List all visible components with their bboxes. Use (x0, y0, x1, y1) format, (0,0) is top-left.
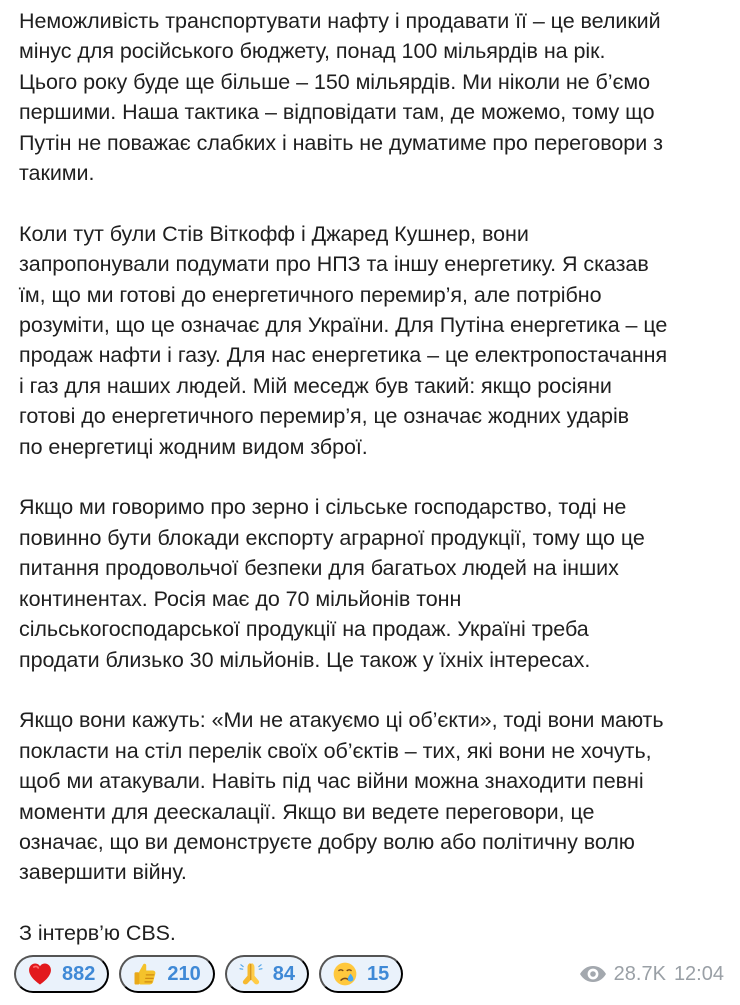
praying-hands-icon (237, 960, 265, 988)
message-text (19, 6, 726, 949)
message-metadata (578, 963, 724, 986)
message-paragraph-deescalation: Якщо вони кажуть: «Ми не атакуємо ці об’єкти», тоді вони мають покласти на стіл перелік своїх об’єктів – тих, які вони не хочуть, щоб ми атакували. Навіть під час війни можна знаходити певні моменти для деескалації. Якщо ви ведете переговори, це означає, що ви демонструєте добру волю або політичну волю завершити війну. (19, 708, 664, 885)
reactions-bar (14, 955, 403, 993)
message-paragraph-oil-budget: Неможливість транспортувати нафту і продавати її – це великий мінус для російського бюджету, понад 100 мільярдів на рік. Цього року буде ще більше – 150 мільярдів. Ми ніколи не б’ємо першими. Наша тактика – відповідати там, де можемо, тому що Путін не поважає слабких і навіть не думатиме про переговори з такими. (19, 9, 663, 186)
views-counter (578, 963, 666, 986)
heart-icon (26, 960, 54, 988)
message-source: З інтерв’ю CBS. (19, 921, 176, 946)
thumbs-up-icon (131, 960, 159, 988)
views-count: 28.7K (613, 962, 666, 985)
message-paragraph-grain-exports: Якщо ми говоримо про зерно і сільське господарство, тоді не повинно бути блокади експорту аграрної продукції, тому що це питання продовольчої безпеки для багатьох людей на інших континентах. Росія має до 70 мільйонів тонн сільськогосподарської продукції на продаж. Україні треба продати близько 30 мільйонів. Це також у їхніх інтересах. (19, 495, 645, 672)
message-paragraph-energy-ceasefire: Коли тут були Стів Віткофф і Джаред Кушнер, вони запропонували подумати про НПЗ та іншу енергетику. Я сказав їм, що ми готові до енергетичного перемир’я, але потрібно розуміти, що це означає для України. Для Путіна енергетика – це продаж нафти і газу. Для нас енергетика – це електропостачання і газ для наших людей. Мій меседж був такий: якщо росіяни готові до енергетичного перемир’я, це означає жодних ударів по енергетиці жодним видом зброї. (19, 221, 668, 459)
reaction-praying-hands-button[interactable] (225, 955, 309, 993)
reaction-heart-button[interactable] (14, 955, 109, 993)
crying-face-icon (331, 960, 359, 988)
message-footer (14, 953, 726, 995)
reaction-crying-face-button[interactable] (319, 955, 403, 993)
reaction-heart-count: 882 (62, 963, 96, 985)
reaction-thumbs-up-count: 210 (167, 963, 201, 985)
reaction-crying-face-count: 15 (367, 963, 390, 985)
reaction-praying-hands-count: 84 (272, 963, 295, 985)
reaction-thumbs-up-button[interactable] (119, 955, 214, 993)
message-time: 12:04 (673, 962, 724, 985)
eye-icon (578, 964, 608, 984)
